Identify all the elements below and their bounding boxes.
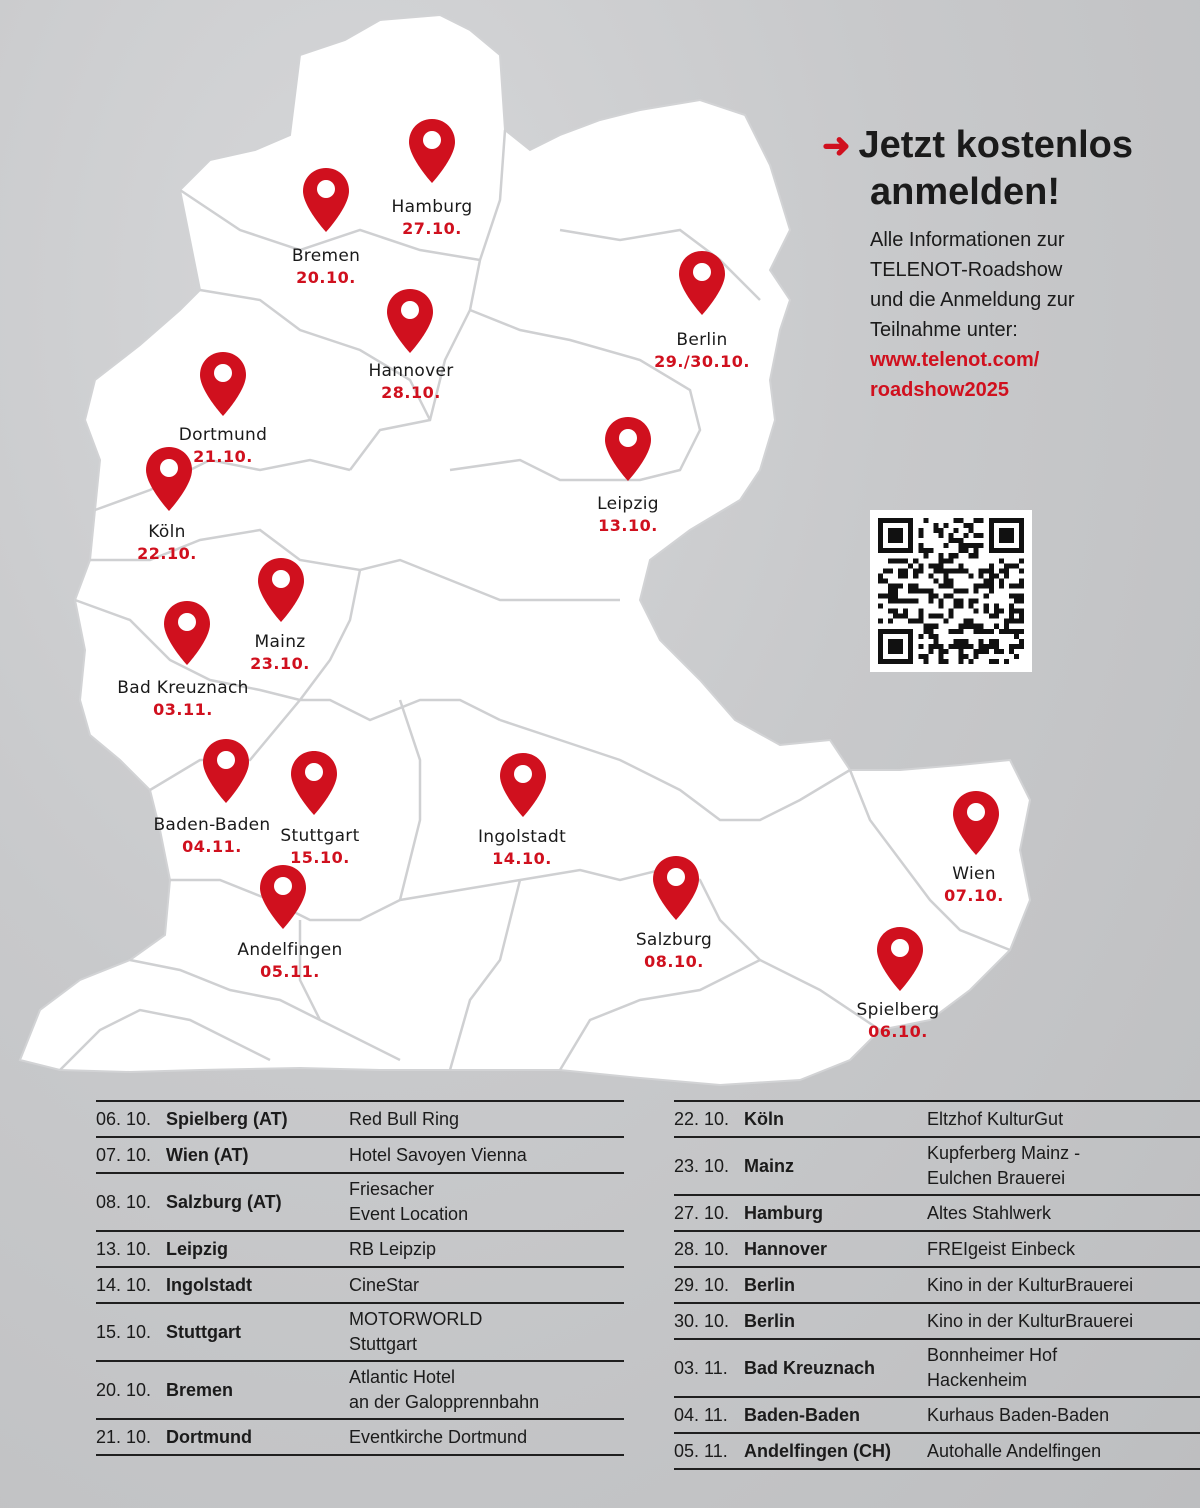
map-pin-label <box>798 999 998 1043</box>
pin-date: 07.10. <box>944 886 1004 905</box>
pin-date: 23.10. <box>250 654 310 673</box>
event-city: Spielberg (AT) <box>166 1108 288 1129</box>
table-row <box>674 1338 1200 1396</box>
event-date: 21. 10. <box>96 1426 152 1447</box>
pin-city: Köln <box>148 522 186 542</box>
event-venue-line: Eltzhof KulturGut <box>927 1108 1064 1129</box>
event-venue <box>349 1420 527 1454</box>
map-pin-icon <box>145 446 193 512</box>
map-pin-icon <box>302 167 350 233</box>
pin-city: Hamburg <box>391 197 473 217</box>
event-venue <box>927 1340 1057 1396</box>
table-row <box>96 1360 624 1418</box>
event-venue-line: Eulchen Brauerei <box>927 1168 1066 1188</box>
table-row <box>96 1266 624 1302</box>
event-venue <box>349 1102 459 1136</box>
map-pin-label <box>226 245 426 289</box>
map-pin-label <box>311 360 511 404</box>
map-pin-icon <box>604 416 652 482</box>
event-venue-line: Kino in der KulturBrauerei <box>927 1274 1134 1295</box>
event-city: Ingolstadt <box>166 1274 252 1295</box>
event-venue <box>349 1268 419 1302</box>
cta-headline-line1: Jetzt kostenlos <box>858 124 1134 166</box>
table-row <box>674 1432 1200 1470</box>
map-pin-icon <box>259 864 307 930</box>
event-city: Berlin <box>744 1274 796 1295</box>
pin-city: Salzburg <box>635 930 713 950</box>
pin-city: Wien <box>952 864 996 884</box>
event-city: Hamburg <box>744 1202 824 1223</box>
map-pin-icon <box>408 118 456 184</box>
event-venue-line: Kupferberg Mainz - <box>927 1143 1081 1163</box>
pin-date: 05.11. <box>260 962 320 981</box>
event-venue <box>927 1434 1101 1468</box>
event-city: Hannover <box>744 1238 828 1259</box>
map-pin-icon <box>652 855 700 921</box>
pin-date: 08.10. <box>644 952 704 971</box>
map-pin-label <box>220 825 420 869</box>
table-row <box>96 1136 624 1172</box>
pin-city: Bad Kreuznach <box>117 678 249 698</box>
cta-info <box>822 225 1182 345</box>
event-venue <box>927 1102 1063 1136</box>
event-city: Bad Kreuznach <box>744 1357 876 1378</box>
map-pin-icon <box>386 288 434 354</box>
pin-city: Ingolstadt <box>477 827 567 847</box>
map-pin-label <box>67 521 267 565</box>
event-date: 13. 10. <box>96 1238 152 1259</box>
map-pin-label <box>602 329 802 373</box>
pin-date: 14.10. <box>492 849 552 868</box>
pin-city: Berlin <box>676 330 728 350</box>
event-venue-line: CineStar <box>349 1274 420 1295</box>
event-venue <box>349 1138 527 1172</box>
cta-info-line: und die Anmeldung zur <box>870 289 1075 311</box>
pin-date: 20.10. <box>296 268 356 287</box>
event-venue-line: Hotel Savoyen Vienna <box>349 1144 527 1165</box>
map-pin-label <box>528 493 728 537</box>
event-venue-line: Bonnheimer Hof <box>927 1345 1058 1365</box>
event-date: 15. 10. <box>96 1321 152 1342</box>
table-row <box>96 1418 624 1456</box>
pin-date: 04.11. <box>182 837 242 856</box>
map-pin-icon <box>257 557 305 623</box>
pin-city: Andelfingen <box>237 940 343 960</box>
event-venue-line: Friesacher <box>349 1179 435 1199</box>
event-date: 20. 10. <box>96 1379 152 1400</box>
event-venue-line: Stuttgart <box>349 1334 418 1354</box>
cta-headline <box>822 122 1182 215</box>
event-date: 04. 11. <box>674 1404 728 1425</box>
cta-headline-line2: anmelden! <box>870 171 1061 213</box>
pin-date: 13.10. <box>598 516 658 535</box>
qr-code[interactable] <box>870 510 1032 672</box>
event-city: Berlin <box>744 1310 796 1331</box>
event-date: 23. 10. <box>674 1155 730 1176</box>
map-pin-label <box>874 863 1074 907</box>
pin-date: 22.10. <box>137 544 197 563</box>
event-venue-line: Kino in der KulturBrauerei <box>927 1310 1134 1331</box>
pin-city: Spielberg <box>856 1000 940 1020</box>
event-venue <box>927 1232 1075 1266</box>
pin-city: Hannover <box>368 361 454 381</box>
event-date: 03. 11. <box>674 1357 728 1378</box>
cta-info-line: TELENOT-Roadshow <box>870 259 1063 281</box>
event-city: Wien (AT) <box>166 1144 249 1165</box>
event-venue-line: Hackenheim <box>927 1370 1028 1390</box>
pin-date: 21.10. <box>193 447 253 466</box>
table-row <box>96 1100 624 1136</box>
event-venue-line: Red Bull Ring <box>349 1108 460 1129</box>
table-row <box>96 1230 624 1266</box>
pin-date: 06.10. <box>868 1022 928 1041</box>
table-row <box>96 1172 624 1230</box>
qr-code-icon <box>878 518 1024 664</box>
event-date: 27. 10. <box>674 1202 730 1223</box>
event-venue <box>927 1268 1133 1302</box>
event-venue-line: Event Location <box>349 1204 469 1224</box>
event-city: Mainz <box>744 1155 795 1176</box>
map-pin-label <box>574 929 774 973</box>
event-venue-line: FREIgeist Einbeck <box>927 1238 1076 1259</box>
event-city: Bremen <box>166 1379 234 1400</box>
cta-panel <box>822 122 1182 405</box>
table-row <box>674 1194 1200 1230</box>
event-venue <box>349 1362 539 1418</box>
pin-city: Dortmund <box>178 425 268 445</box>
event-date: 07. 10. <box>96 1144 152 1165</box>
pin-city: Bremen <box>291 246 361 266</box>
event-city: Stuttgart <box>166 1321 241 1342</box>
pin-city: Mainz <box>254 632 306 652</box>
map-pin-label <box>332 196 532 240</box>
map-pin-icon <box>952 790 1000 856</box>
map-pin-icon <box>199 351 247 417</box>
event-city: Salzburg (AT) <box>166 1191 282 1212</box>
event-venue <box>927 1138 1080 1194</box>
table-row <box>674 1100 1200 1136</box>
event-venue <box>927 1304 1133 1338</box>
registration-link-line1[interactable]: www.telenot.com/ <box>870 349 1040 371</box>
event-city: Baden-Baden <box>744 1404 861 1425</box>
event-venue <box>927 1398 1109 1432</box>
map-pin-label <box>422 826 622 870</box>
event-venue <box>349 1174 468 1230</box>
map-pin-icon <box>678 250 726 316</box>
map-pin-icon <box>163 600 211 666</box>
event-city: Köln <box>744 1108 784 1129</box>
pin-city: Baden-Baden <box>153 815 271 835</box>
event-date: 29. 10. <box>674 1274 730 1295</box>
table-row <box>674 1302 1200 1338</box>
event-venue-line: Kurhaus Baden-Baden <box>927 1404 1110 1425</box>
event-venue-line: Eventkirche Dortmund <box>349 1426 528 1447</box>
map-pin-label <box>190 939 390 983</box>
event-venue-line: an der Galopprennbahn <box>349 1392 540 1412</box>
pin-date: 15.10. <box>290 848 350 867</box>
event-venue <box>349 1232 436 1266</box>
pin-date: 27.10. <box>402 219 462 238</box>
table-row <box>674 1266 1200 1302</box>
pin-date: 29./30.10. <box>654 352 750 371</box>
table-row <box>674 1136 1200 1194</box>
pin-date: 03.11. <box>153 700 213 719</box>
event-venue-line: RB Leipzip <box>349 1238 437 1259</box>
cta-info-line: Alle Informationen zur <box>870 229 1065 251</box>
event-venue-line: Autohalle Andelfingen <box>927 1440 1102 1461</box>
event-venue <box>927 1196 1051 1230</box>
event-city: Dortmund <box>166 1426 252 1447</box>
map-pin-icon <box>290 750 338 816</box>
event-date: 14. 10. <box>96 1274 152 1295</box>
map-pin-label <box>83 677 283 721</box>
event-venue <box>349 1304 482 1360</box>
table-row <box>96 1302 624 1360</box>
event-date: 28. 10. <box>674 1238 730 1259</box>
event-date: 22. 10. <box>674 1108 730 1129</box>
pin-city: Stuttgart <box>280 826 360 846</box>
table-row <box>674 1230 1200 1266</box>
map-pin-icon <box>499 752 547 818</box>
event-city: Leipzig <box>166 1238 228 1259</box>
event-venue-line: MOTORWORLD <box>349 1309 483 1329</box>
event-date: 06. 10. <box>96 1108 152 1129</box>
registration-link[interactable] <box>822 345 1182 405</box>
event-venue-line: Altes Stahlwerk <box>927 1202 1052 1223</box>
map-pin-icon <box>202 738 250 804</box>
registration-link-line2[interactable]: roadshow2025 <box>870 379 1009 401</box>
event-venue-line: Atlantic Hotel <box>349 1367 456 1387</box>
schedule-table-left <box>96 1100 624 1456</box>
map-pin-icon <box>876 926 924 992</box>
pin-city: Leipzig <box>597 494 659 514</box>
schedule-table-right <box>674 1100 1200 1470</box>
pin-date: 28.10. <box>381 383 441 402</box>
table-row <box>674 1396 1200 1432</box>
event-date: 08. 10. <box>96 1191 152 1212</box>
event-city: Andelfingen (CH) <box>744 1440 891 1461</box>
event-date: 30. 10. <box>674 1310 730 1331</box>
event-date: 05. 11. <box>674 1440 728 1461</box>
arrow-right-icon: ➜ <box>822 127 851 165</box>
cta-info-line: Teilnahme unter: <box>870 319 1018 341</box>
